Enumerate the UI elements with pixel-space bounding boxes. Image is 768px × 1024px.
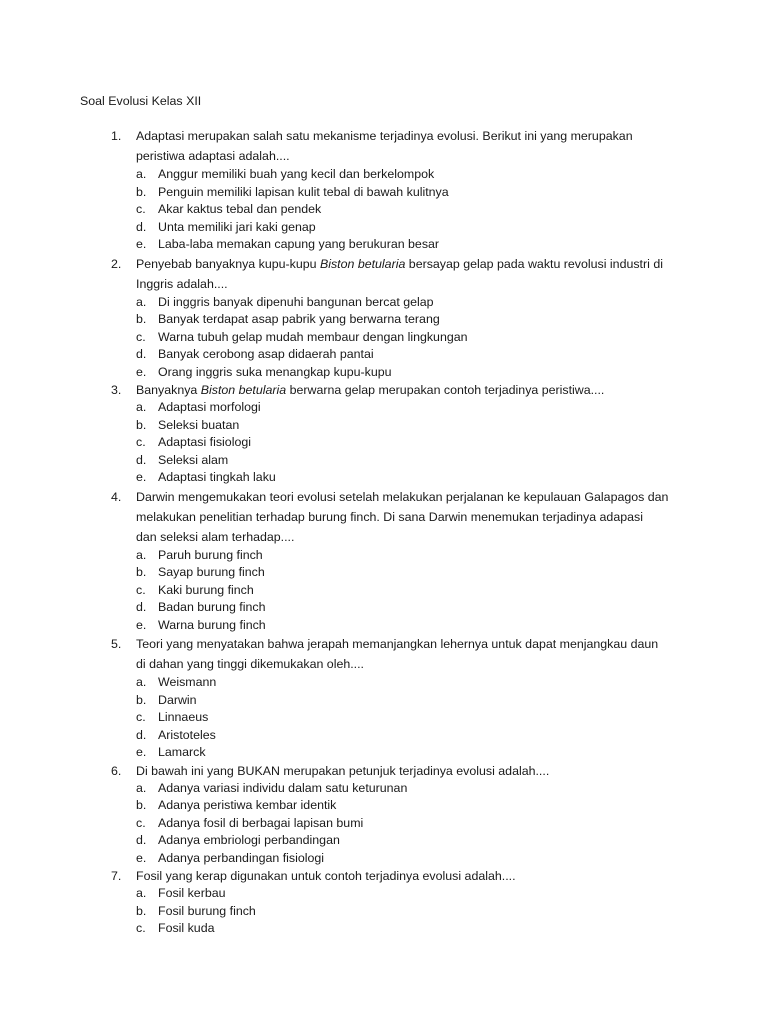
option-text: Penguin memiliki lapisan kulit tebal di bawah kulitnya [158, 184, 449, 199]
option-letter: b. [136, 417, 147, 432]
question-line [0, 654, 768, 674]
question-text-segment: Banyaknya [136, 383, 201, 397]
option-letter: d. [136, 219, 147, 234]
option-text: Di inggris banyak dipenuhi bangunan bercat gelap [158, 294, 434, 309]
option-letter: b. [136, 184, 147, 199]
question-text-segment: Inggris adalah.... [136, 276, 228, 291]
question-line [0, 381, 768, 399]
option-letter: d. [136, 347, 147, 361]
option-text: Weismann [158, 675, 217, 689]
option-letter: a. [136, 886, 147, 900]
option-letter: c. [136, 582, 146, 597]
answer-option-c [0, 920, 768, 938]
question-line [0, 634, 768, 654]
question-5 [0, 634, 768, 762]
answer-option-e [0, 236, 768, 254]
question-line [0, 254, 768, 274]
option-text: Linnaeus [158, 710, 209, 724]
answer-option-c [0, 201, 768, 219]
question-line [0, 527, 768, 547]
document-title: Soal Evolusi Kelas XII [80, 94, 202, 108]
option-text: Anggur memiliki buah yang kecil dan berkelompok [158, 167, 435, 181]
question-number: 2. [111, 256, 122, 271]
option-letter: d. [136, 833, 147, 847]
answer-option-a [0, 885, 768, 903]
question-text: melakukan penelitian terhadap burung finch. Di sana Darwin menemukan terjadinya adapasi [136, 509, 643, 524]
question-2 [0, 254, 768, 382]
option-text: Fosil kuda [158, 921, 215, 935]
option-text: Banyak terdapat asap pabrik yang berwarna terang [158, 312, 440, 326]
option-text: Adanya perbandingan fisiologi [158, 850, 325, 865]
question-number: 1. [111, 129, 122, 143]
option-text: Warna burung finch [158, 617, 266, 632]
option-letter: d. [136, 727, 147, 742]
answer-option-b [0, 903, 768, 921]
question-text: Teori yang menyatakan bahwa jerapah memanjangkan lehernya untuk dapat menjangkau daun [136, 637, 659, 651]
answer-option-d [0, 452, 768, 470]
answer-option-e [0, 469, 768, 487]
option-text: Adaptasi fisiologi [158, 435, 251, 449]
option-letter: c. [136, 921, 146, 935]
question-line [0, 126, 768, 146]
question-line [0, 762, 768, 780]
answer-option-d [0, 346, 768, 364]
question-7 [0, 867, 768, 938]
question-number: 7. [111, 869, 122, 883]
question-text-segment: Penyebab banyaknya kupu-kupu [136, 256, 320, 271]
question-text [136, 381, 696, 399]
question-text-segment: bersayap gelap pada waktu revolusi industri di [405, 256, 663, 271]
question-number: 3. [111, 383, 122, 397]
answer-option-a [0, 674, 768, 692]
question-text [136, 254, 696, 274]
answer-option-b [0, 564, 768, 582]
species-name: Biston betularia [200, 383, 287, 397]
question-text: dan seleksi alam terhadap.... [136, 529, 295, 544]
question-4 [0, 487, 768, 635]
question-line [0, 146, 768, 166]
question-6 [0, 762, 768, 868]
option-letter: b. [136, 798, 147, 812]
option-text: Akar kaktus tebal dan pendek [158, 202, 322, 216]
option-letter: a. [136, 547, 147, 562]
option-text: Aristoteles [158, 727, 216, 742]
option-letter: e. [136, 617, 147, 632]
answer-option-d [0, 832, 768, 850]
answer-option-a [0, 547, 768, 565]
question-text: Adaptasi merupakan salah satu mekanisme terjadinya evolusi. Berikut ini yang merupakan [136, 129, 633, 143]
option-text: Kaki burung finch [158, 582, 254, 597]
option-text: Adanya embriologi perbandingan [158, 833, 340, 847]
question-text-segment: berwarna gelap merupakan contoh terjadinya peristiwa.... [286, 383, 605, 397]
option-letter: b. [136, 565, 147, 579]
option-letter: c. [136, 710, 146, 724]
question-3 [0, 381, 768, 487]
option-letter: e. [136, 745, 147, 759]
option-text: Badan burung finch [158, 600, 266, 614]
option-letter: c. [136, 329, 146, 344]
option-letter: c. [136, 815, 146, 830]
option-letter: a. [136, 675, 147, 689]
option-letter: a. [136, 167, 147, 181]
option-letter: a. [136, 400, 147, 414]
question-line [0, 507, 768, 527]
question-list [0, 126, 768, 938]
question-number: 5. [111, 637, 122, 651]
answer-option-a [0, 780, 768, 798]
answer-option-b [0, 311, 768, 329]
question-line [0, 274, 768, 294]
option-letter: c. [136, 202, 146, 216]
answer-option-b [0, 184, 768, 202]
option-letter: b. [136, 312, 147, 326]
option-text: Seleksi buatan [158, 417, 240, 432]
option-text: Darwin [158, 692, 197, 707]
answer-option-e [0, 364, 768, 382]
option-letter: b. [136, 692, 147, 707]
answer-option-c [0, 709, 768, 727]
option-text: Lamarck [158, 745, 206, 759]
answer-option-e [0, 744, 768, 762]
answer-option-b [0, 797, 768, 815]
answer-option-a [0, 399, 768, 417]
option-text: Banyak cerobong asap didaerah pantai [158, 347, 374, 361]
question-number: 4. [111, 489, 122, 504]
answer-option-d [0, 727, 768, 745]
option-letter: d. [136, 452, 147, 467]
option-text: Orang inggris suka menangkap kupu-kupu [158, 364, 392, 379]
question-number: 6. [111, 763, 122, 778]
answer-option-e [0, 850, 768, 868]
question-line [0, 487, 768, 507]
option-text: Sayap burung finch [158, 565, 265, 579]
option-text: Fosil kerbau [158, 886, 226, 900]
option-letter: a. [136, 780, 147, 795]
option-text: Paruh burung finch [158, 547, 263, 562]
option-text: Adanya variasi individu dalam satu keturunan [158, 780, 408, 795]
question-1 [0, 126, 768, 254]
option-text: Laba-laba memakan capung yang berukuran besar [158, 237, 440, 251]
answer-option-c [0, 329, 768, 347]
option-text: Adaptasi morfologi [158, 400, 261, 414]
answer-option-a [0, 294, 768, 312]
answer-option-c [0, 815, 768, 833]
option-text: Fosil burung finch [158, 903, 256, 918]
option-text: Adanya peristiwa kembar identik [158, 798, 337, 812]
question-text: Darwin mengemukakan teori evolusi setelah melakukan perjalanan ke kepulauan Galapagos dan [136, 489, 669, 504]
question-text: Di bawah ini yang BUKAN merupakan petunjuk terjadinya evolusi adalah.... [136, 763, 550, 778]
answer-option-d [0, 219, 768, 237]
option-text: Adanya fosil di berbagai lapisan bumi [158, 815, 364, 830]
option-letter: e. [136, 237, 147, 251]
answer-option-c [0, 582, 768, 600]
option-letter: e. [136, 470, 147, 484]
option-letter: d. [136, 600, 147, 614]
option-letter: a. [136, 294, 147, 309]
option-text: Adaptasi tingkah laku [158, 470, 276, 484]
species-name: Biston betularia [319, 256, 406, 271]
question-text: Fosil yang kerap digunakan untuk contoh terjadinya evolusi adalah.... [136, 869, 516, 883]
question-text: peristiwa adaptasi adalah.... [136, 149, 290, 163]
option-letter: c. [136, 435, 146, 449]
option-letter: b. [136, 903, 147, 918]
option-letter: e. [136, 850, 147, 865]
answer-option-d [0, 599, 768, 617]
answer-option-b [0, 417, 768, 435]
option-text: Warna tubuh gelap mudah membaur dengan lingkungan [158, 329, 468, 344]
option-text: Unta memiliki jari kaki genap [158, 219, 316, 234]
answer-option-b [0, 692, 768, 710]
answer-option-e [0, 617, 768, 635]
option-text: Seleksi alam [158, 452, 229, 467]
question-text: di dahan yang tinggi dikemukakan oleh.... [136, 657, 365, 671]
answer-option-c [0, 434, 768, 452]
option-letter: e. [136, 364, 147, 379]
answer-option-a [0, 166, 768, 184]
question-text [136, 274, 696, 294]
question-line [0, 867, 768, 885]
